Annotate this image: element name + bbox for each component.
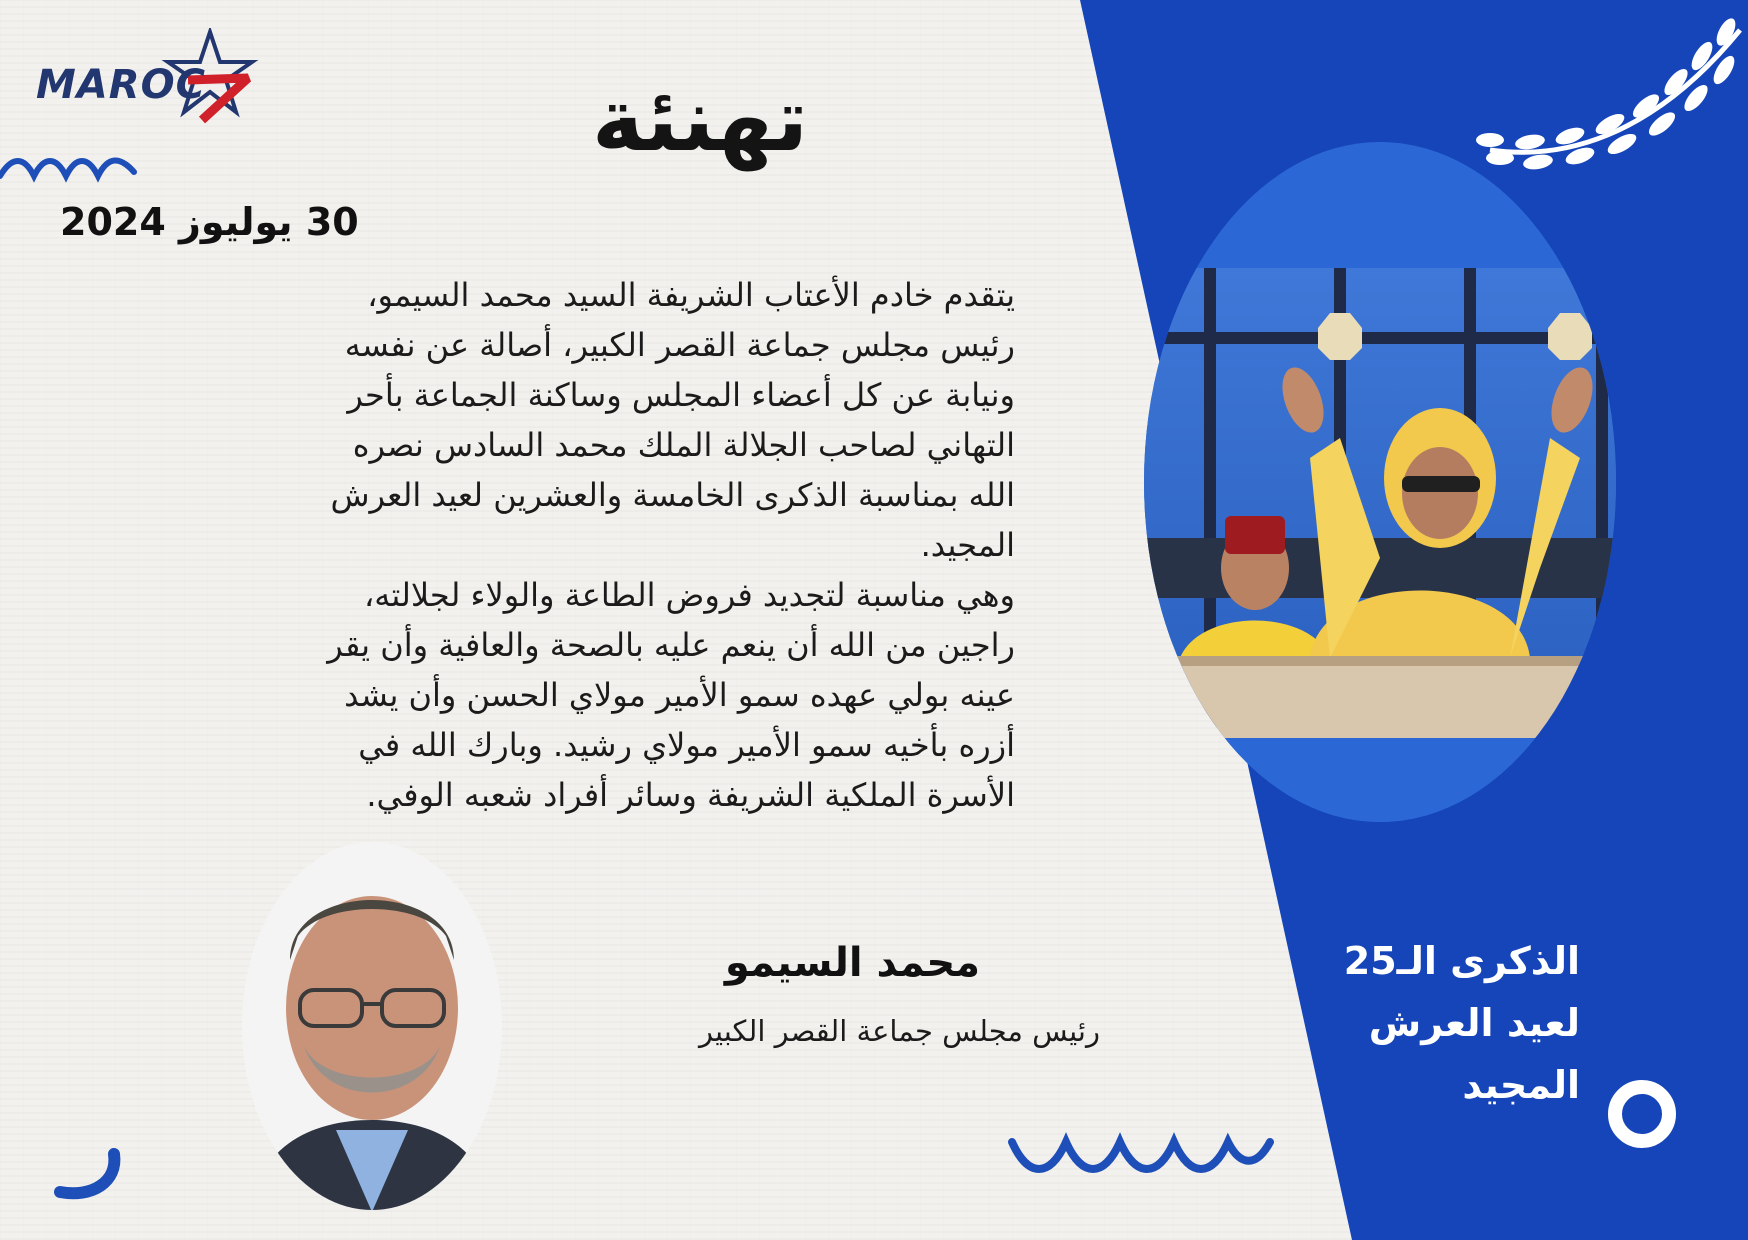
message-line: المجيد. <box>920 526 1015 564</box>
message-line: راجين من الله أن ينعم عليه بالصحة والعافية وأن يقر <box>327 626 1015 664</box>
message-line: ونيابة عن كل أعضاء المجلس وساكنة الجماعة بأحر <box>347 376 1015 414</box>
curve-decoration-icon <box>52 1146 126 1206</box>
message-line: رئيس مجلس جماعة القصر الكبير، أصالة عن نفسه <box>344 326 1015 364</box>
signature-role: رئيس مجلس جماعة القصر الكبير <box>698 1014 1100 1048</box>
message-line: الأسرة الملكية الشريفة وسائر أفراد شعبه الوفي. <box>366 776 1015 814</box>
message-line: التهاني لصاحب الجلالة الملك محمد السادس نصره <box>352 426 1015 464</box>
wave-decoration-icon <box>1006 1128 1276 1184</box>
ring-decoration-icon <box>1606 1078 1678 1150</box>
signature-name: محمد السيمو <box>724 940 980 986</box>
anniversary-line: لعيد العرش <box>1368 1001 1580 1045</box>
message-text <box>150 270 1015 820</box>
logo-text: MAROC <box>36 62 206 108</box>
portrait-photo <box>240 840 504 1212</box>
wave-decoration-icon <box>0 148 140 188</box>
royal-photo <box>1140 138 1620 826</box>
page-title: تهنئة <box>591 68 809 171</box>
date-label: 30 يوليوز 2024 <box>60 200 359 244</box>
anniversary-line: المجيد <box>1462 1063 1580 1107</box>
message-line: الله بمناسبة الذكرى الخامسة والعشرين لعيد العرش <box>330 476 1015 514</box>
anniversary-text <box>1300 930 1580 1116</box>
anniversary-line: الذكرى الـ25 <box>1343 939 1580 983</box>
message-line: وهي مناسبة لتجديد فروض الطاعة والولاء لجلالته، <box>363 576 1015 614</box>
message-line: يتقدم خادم الأعتاب الشريفة السيد محمد السيمو، <box>367 276 1015 314</box>
message-line: عينه بولي عهده سمو الأمير مولاي الحسن وأن يشد <box>344 676 1015 714</box>
message-line: أزره بأخيه سمو الأمير مولاي رشيد. وبارك الله في <box>358 726 1015 764</box>
